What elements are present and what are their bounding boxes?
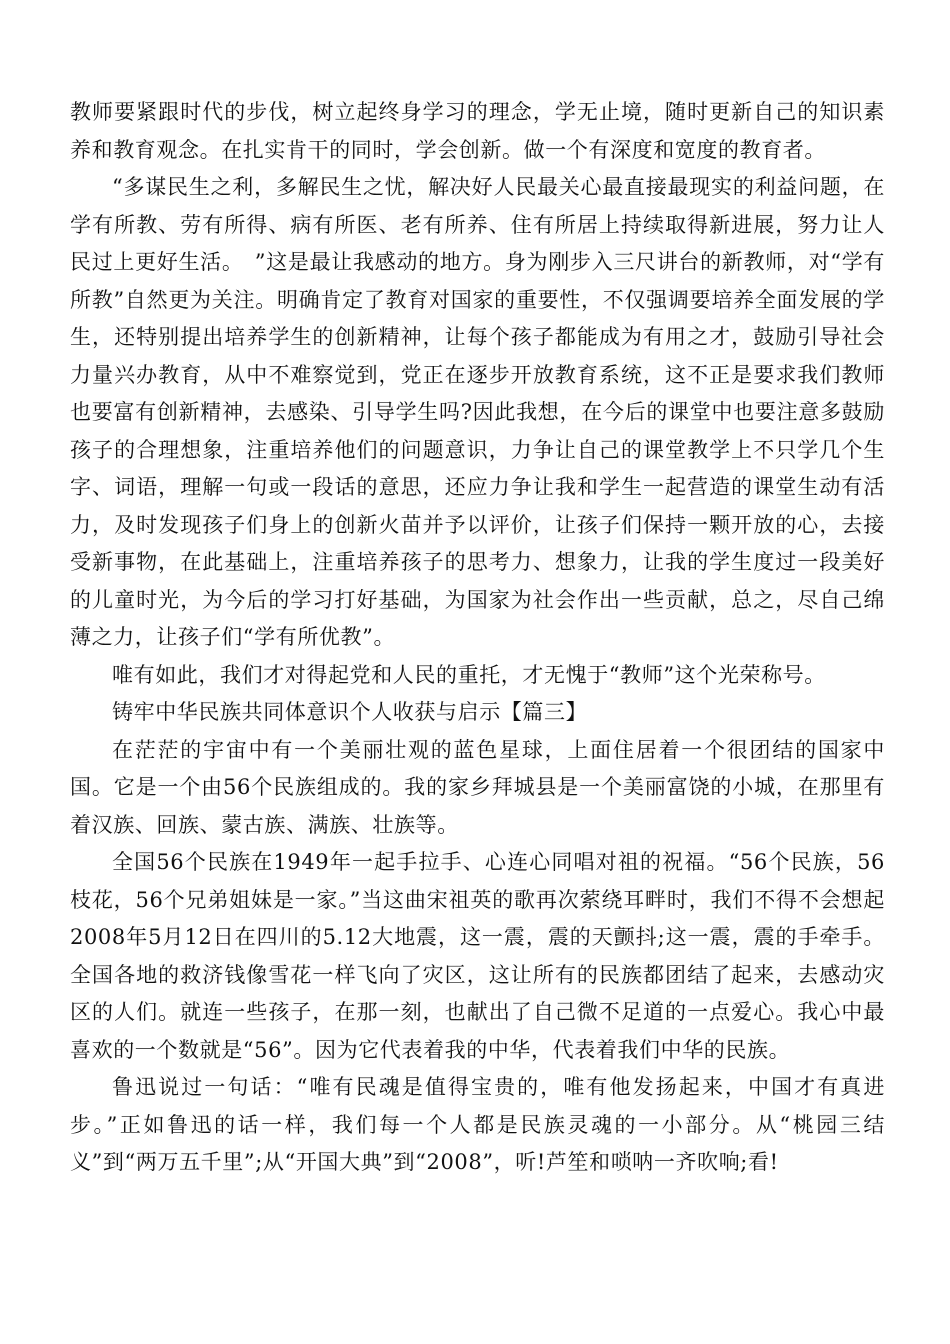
paragraph-universe: 在茫茫的宇宙中有一个美丽壮观的蓝色星球，上面住居着一个很团结的国家中国。它是一个由56个民族组成的。我的家乡拜城县是一个美丽富饶的小城，在那里有着汉族、回族、蒙古族、满族、壮族等。 [70,737,885,837]
document-page [70,94,885,1182]
paragraph-continuation: 教师要紧跟时代的步伐，树立起终身学习的理念，学无止境，随时更新自己的知识素养和教育观念。在扎实肯干的同时，学会创新。做一个有深度和宽度的教育者。 [70,100,885,162]
paragraph-luxun: 鲁迅说过一句话：“唯有民魂是值得宝贵的，唯有他发扬起来，中国才有真进步。”正如鲁迅的话一样，我们每一个人都是民族灵魂的一小部分。从“桃园三结义”到“两万五千里”;从“开国大典”到“2008”，听!芦笙和唢呐一齐吹响;看! [70,1075,885,1174]
paragraph-56-nations: 全国56个民族在1949年一起手拉手、心连心同唱对祖的祝福。“56个民族，56枝花，56个兄弟姐妹是一家。”当这曲宋祖英的歌再次萦绕耳畔时，我们不得不会想起2008年5月12日在四川的5.12大地震，这一震，震的天颤抖;这一震，震的手牵手。全国各地的救济钱像雪花一样飞向了灾区，这让所有的民族都团结了起来，去感动灾区的人们。就连一些孩子，在那一刻，也献出了自己微不足道的一点爱心。我心中最喜欢的一个数就是“56”。因为它代表着我的中华，代表着我们中华的民族。 [70,850,885,1062]
section-heading: 铸牢中华民族共同体意识个人收获与启示【篇三】 [112,700,588,724]
paragraph-livelihood: “多谋民生之利，多解民生之忧，解决好人民最关心最直接最现实的利益问题，在学有所教、劳有所得、病有所医、老有所养、住有所居上持续取得新进展，努力让人民过上更好生活。 ”这是最让我感动的地方。身为刚步入三尺讲台的新教师，对“学有所教”自然更为关注。明确肯定了教育对国家的重要性，不仅强调要培养全面发展的学生，还特别提出培养学生的创新精神，让每个孩子都能成为有用之才，鼓励引导社会力量兴办教育，从中不难察觉到，党正在逐步开放教育系统，这不正是要求我们教师也要富有创新精神，去感染、引导学生吗?因此我想，在今后的课堂中也要注意多鼓励孩子的合理想象，注重培养他们的问题意识，力争让自己的课堂教学上不只学几个生字、词语，理解一句或一段话的意思，还应力争让我和学生一起营造的课堂生动有活力，及时发现孩子们身上的创新火苗并予以评价，让孩子们保持一颗开放的心，去接受新事物，在此基础上，注重培养孩子的思考力、想象力，让我的学生度过一段美好的儿童时光，为今后的学习打好基础，为国家为社会作出一些贡献，总之，尽自己绵薄之力，让孩子们“学有所优教”。 [70,175,885,649]
paragraph-conclusion: 唯有如此，我们才对得起党和人民的重托，才无愧于“教师”这个光荣称号。 [112,662,826,687]
